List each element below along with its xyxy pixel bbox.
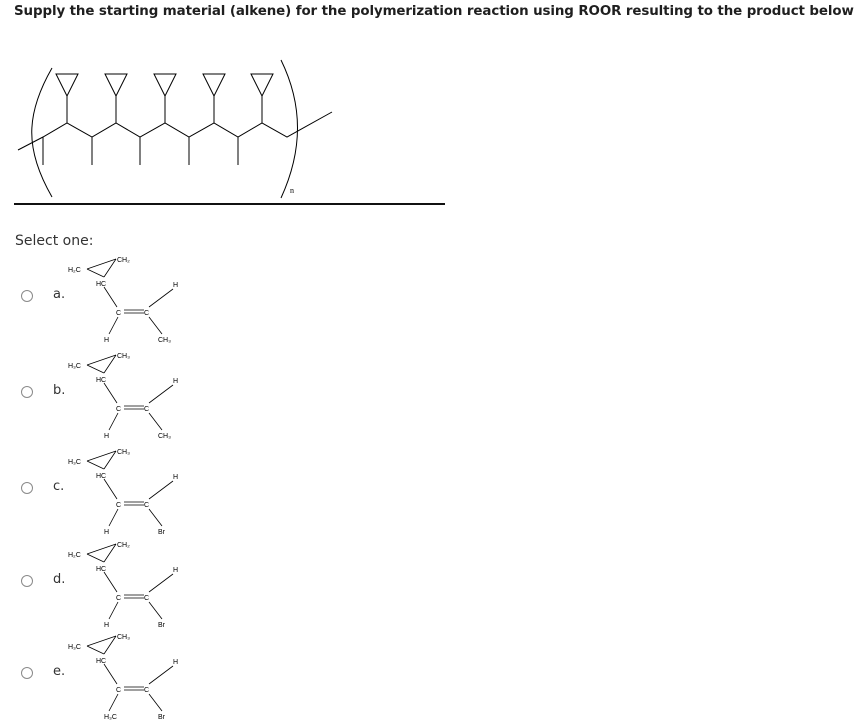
- structure-diagram: [60, 255, 200, 350]
- right-top-h: H: [173, 567, 179, 574]
- c-right: C: [144, 310, 150, 317]
- question-text: Supply the starting material (alkene) for the polymerization reaction using ROOR resulting to the product below: [14, 4, 854, 19]
- left-bottom: H₃C: [104, 714, 117, 721]
- top-group: CH₃: [117, 449, 130, 456]
- left-bottom: H: [104, 433, 110, 440]
- left-group: H₃C: [68, 644, 81, 651]
- radio-button[interactable]: [21, 290, 33, 302]
- left-group: H₂C: [68, 552, 81, 559]
- structure-diagram: [60, 351, 200, 446]
- ring-ch: HC: [96, 658, 107, 665]
- c-right: C: [144, 687, 150, 694]
- c-left: C: [116, 310, 122, 317]
- cyclopropyl-ring: [251, 74, 273, 96]
- polymer-structure: [0, 55, 460, 205]
- ring-ch: HC: [96, 566, 107, 573]
- top-group: CH₃: [117, 634, 130, 641]
- ring-ch: HC: [96, 281, 107, 288]
- divider-line: [14, 203, 445, 205]
- radio-button[interactable]: [21, 575, 33, 587]
- c-right: C: [144, 502, 150, 509]
- c-left: C: [116, 502, 122, 509]
- right-top-h: H: [173, 659, 179, 666]
- right-top-h: H: [173, 474, 179, 481]
- structure-diagram: [60, 447, 200, 542]
- cyclopropyl-ring: [105, 74, 127, 96]
- right-bottom: CH₃: [158, 433, 171, 440]
- cyclopropyl-ring: [154, 74, 176, 96]
- c-left: C: [116, 595, 122, 602]
- left-bottom: H: [104, 622, 110, 629]
- right-bottom: Br: [158, 622, 165, 629]
- right-bottom: Br: [158, 714, 165, 721]
- structure-diagram: [60, 540, 200, 635]
- ring-ch: HC: [96, 473, 107, 480]
- right-bracket: [281, 60, 298, 198]
- repeat-subscript: n: [290, 186, 294, 195]
- left-group: H₃C: [68, 459, 81, 466]
- c-right: C: [144, 406, 150, 413]
- right-bottom: Br: [158, 529, 165, 536]
- right-top-h: H: [173, 378, 179, 385]
- option-letter: a.: [53, 287, 66, 302]
- option-letter: d.: [53, 572, 66, 587]
- left-group: H₂C: [68, 267, 81, 274]
- top-group: CH₂: [117, 257, 130, 264]
- ring-ch: HC: [96, 377, 107, 384]
- radio-button[interactable]: [21, 667, 33, 679]
- c-right: C: [144, 595, 150, 602]
- cyclopropyl-ring: [56, 74, 78, 96]
- cyclopropyl-ring: [203, 74, 225, 96]
- structure-diagram: [60, 632, 200, 727]
- option-letter: c.: [53, 479, 65, 494]
- top-group: CH₃: [117, 353, 130, 360]
- top-group: CH₂: [117, 542, 130, 549]
- c-left: C: [116, 406, 122, 413]
- right-bottom: CH₃: [158, 337, 171, 344]
- radio-button[interactable]: [21, 482, 33, 494]
- select-one-label: Select one:: [15, 233, 94, 249]
- option-letter: b.: [53, 383, 66, 398]
- left-bottom: H: [104, 337, 110, 344]
- left-bottom: H: [104, 529, 110, 536]
- radio-button[interactable]: [21, 386, 33, 398]
- option-letter: e.: [53, 664, 66, 679]
- c-left: C: [116, 687, 122, 694]
- left-group: H₃C: [68, 363, 81, 370]
- right-top-h: H: [173, 282, 179, 289]
- left-bracket: [32, 68, 52, 197]
- polymer-backbone: [18, 112, 332, 150]
